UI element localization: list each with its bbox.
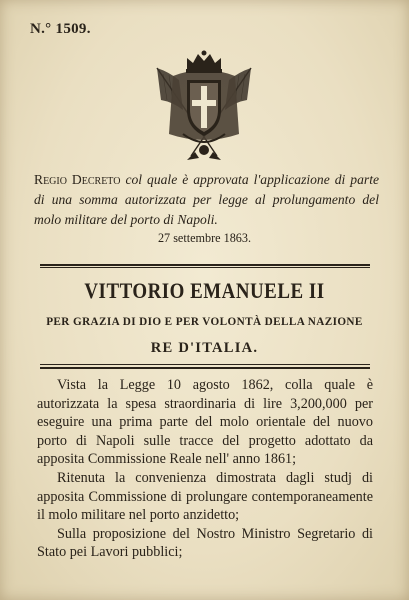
body-paragraph: Sulla proposizione del Nostro Ministro Segretario di Stato pei Lavori pubblici; <box>37 525 373 561</box>
divider-bottom-thin <box>40 364 370 365</box>
king-name: VITTORIO EMANUELE II <box>84 278 325 303</box>
body-paragraph: Ritenuta la convenienza dimostrata dagli studj di apposita Commissione di prolungare contemporaneamente il molo militare nel porto anzidetto; <box>37 469 373 524</box>
decree-date: 27 settembre 1863. <box>157 231 252 245</box>
grace-line: PER GRAZIA DI DIO E PER VOLONTÀ DELLA NAZIONE <box>46 316 363 328</box>
decree-summary <box>34 170 379 230</box>
summary-lead: Regio Decreto <box>34 172 121 187</box>
divider-bottom <box>40 367 370 369</box>
divider-top-thin <box>40 267 370 268</box>
decree-body <box>37 376 373 562</box>
divider-top <box>40 264 370 266</box>
realm-line: RE D'ITALIA. <box>150 340 259 356</box>
body-paragraph: Vista la Legge 10 agosto 1862, colla quale è autorizzata la spesa straordinaria di lire 3,200,000 per eseguire una prima parte del molo orientale del nuovo porto di Napoli sulle tracce del progetto adottato da apposita Commissione Reale nell' anno 1861; <box>37 377 373 468</box>
decree-number: N.° 1509. <box>30 21 91 37</box>
coat-of-arms-icon <box>143 50 265 162</box>
summary-text: col quale è approvata l'applicazione di parte di una somma autorizzata per legge al prolungamento del molo militare del porto di Napoli. <box>34 172 379 227</box>
